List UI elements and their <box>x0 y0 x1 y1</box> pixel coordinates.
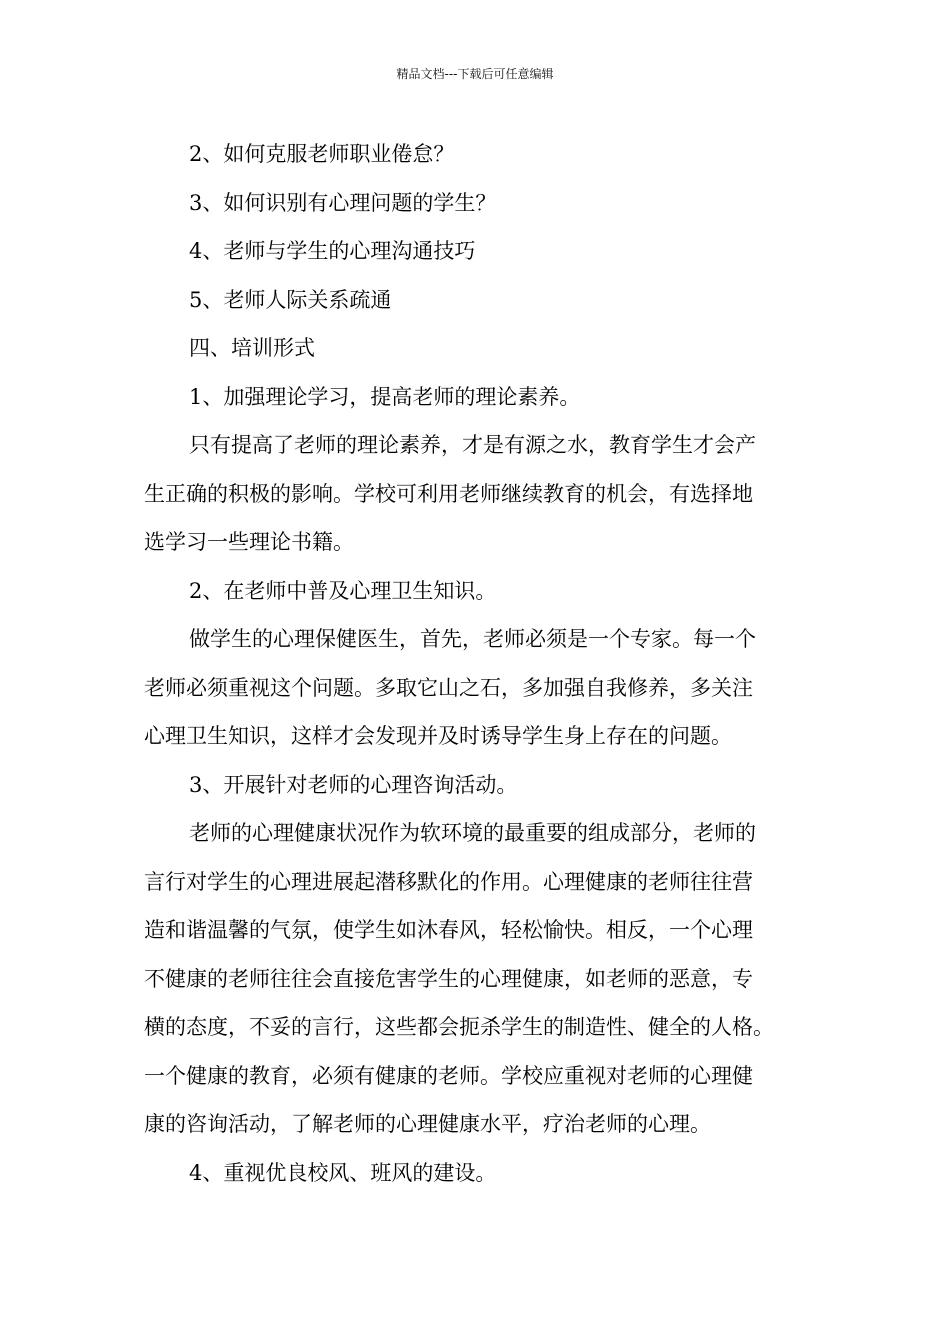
paragraph-line: 一个健康的教育，必须有健康的老师。学校应重视对老师的心理健 <box>144 1063 753 1088</box>
list-item-5: 5、老师人际关系疏通 <box>189 287 392 312</box>
section-heading: 四、培训形式 <box>189 336 315 360</box>
list-item-3: 3、如何识别有心理问题的学生？ <box>189 190 497 215</box>
subheading-1: 1、加强理论学习，提高老师的理论素养。 <box>189 384 581 409</box>
list-item-2: 2、如何克服老师职业倦怠？ <box>189 142 455 166</box>
paragraph-line: 造和谐温馨的气氛，使学生如沐春风，轻松愉快。相反，一个心理 <box>144 918 753 942</box>
paragraph-line: 做学生的心理保健医生，首先，老师必须是一个专家。每一个 <box>189 627 756 651</box>
paragraph-line: 只有提高了老师的理论素养，才是有源之水，教育学生才会产 <box>189 433 756 457</box>
subheading-4: 4、重视优良校风、班风的建设。 <box>189 1160 497 1185</box>
paragraph-line: 不健康的老师往往会直接危害学生的心理健康，如老师的恶意，专 <box>144 966 753 991</box>
paragraph-line: 老师必须重视这个问题。多取它山之石，多加强自我修养，多关注 <box>144 675 753 700</box>
paragraph-line: 老师的心理健康状况作为软环境的最重要的组成部分，老师的 <box>189 821 756 845</box>
list-item-4: 4、老师与学生的心理沟通技巧 <box>189 239 476 263</box>
paragraph-line: 生正确的积极的影响。学校可利用老师继续教育的机会，有选择地 <box>144 481 753 506</box>
page-header: 精品文档---下载后可任意编辑 <box>396 67 554 81</box>
paragraph-line: 康的咨询活动，了解老师的心理健康水平，疗治老师的心理。 <box>144 1112 711 1136</box>
paragraph-line: 横的态度，不妥的言行，这些都会扼杀学生的制造性、健全的人格。 <box>144 1015 774 1039</box>
subheading-2: 2、在老师中普及心理卫生知识。 <box>189 578 497 603</box>
subheading-3: 3、开展针对老师的心理咨询活动。 <box>189 772 518 797</box>
paragraph-line: 选学习一些理论书籍。 <box>144 530 354 554</box>
paragraph-line: 心理卫生知识，这样才会发现并及时诱导学生身上存在的问题。 <box>144 724 732 748</box>
document-body <box>144 130 816 1197</box>
paragraph-line: 言行对学生的心理进展起潜移默化的作用。心理健康的老师往往营 <box>144 869 753 894</box>
